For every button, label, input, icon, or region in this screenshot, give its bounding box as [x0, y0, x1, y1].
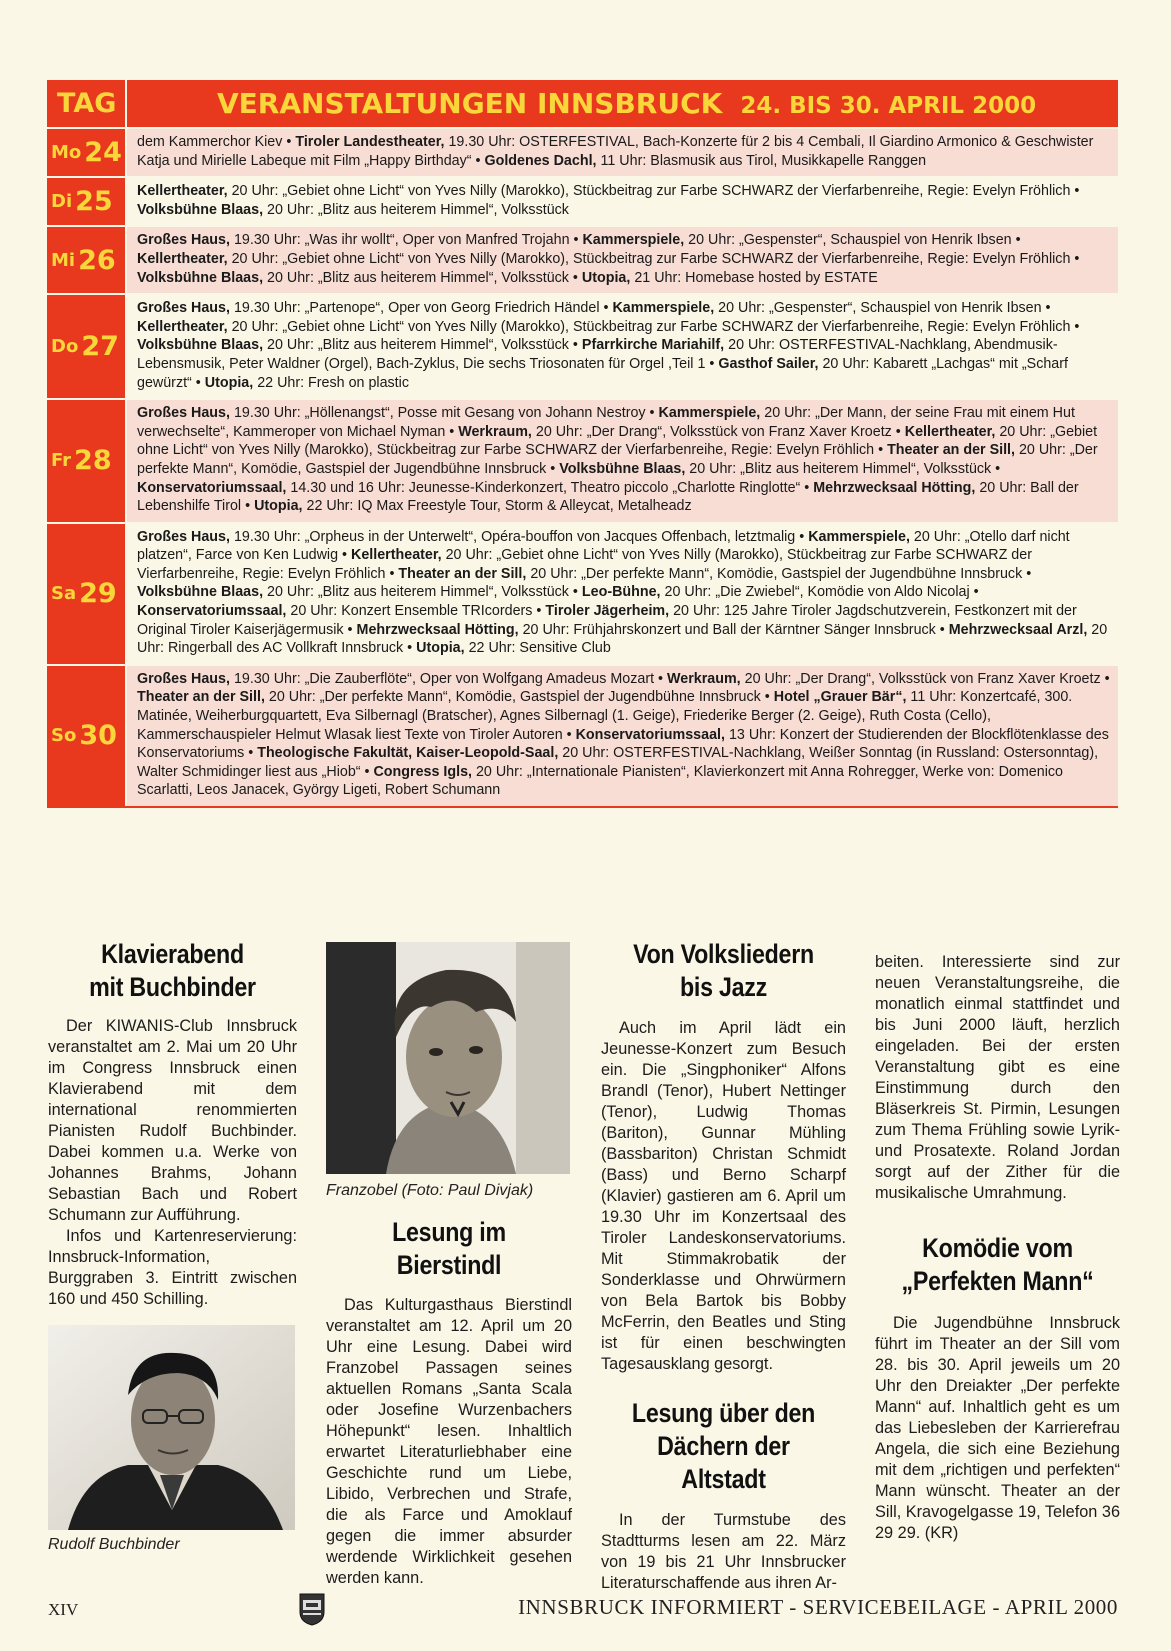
buchbinder-caption: Rudolf Buchbinder — [48, 1536, 180, 1553]
column-komoedie — [875, 952, 1120, 1544]
day-number: 24 — [84, 137, 122, 169]
event-listing — [127, 227, 1118, 293]
event-text: 20 Uhr: „Der Mann, der seine Frau mit einem Hut verwechselte“, Kammeroper von Michael Nyman • — [137, 405, 1075, 440]
event-text: 20 Uhr: „Blitz aus heiterem Himmel“, Volksstück — [263, 201, 569, 218]
day-name: Di — [51, 191, 73, 213]
venue-name: Großes Haus, — [137, 670, 230, 687]
venue-name: Volksbühne Blaas, — [137, 337, 264, 354]
venue-name: Tiroler Jägerheim, — [545, 603, 670, 620]
innsbruck-crest-icon — [298, 1592, 326, 1626]
event-text: 20 Uhr: OSTERFESTIVAL-Nachklang, Weißer Sonntag (in Russland: Ostersonntag), Walter Schmidinger liest aus „Hiob“ • — [137, 745, 1099, 780]
venue-name: Werkraum, — [458, 423, 532, 440]
event-text: 20 Uhr: „Gebiet ohne Licht“ von Yves Nilly (Marokko), Stückbeitrag zur Farbe SCHWARZ der Vierfarbenreihe, Regie: Evelyn Fröhlich • — [137, 547, 1032, 582]
daecher-title-line2: Dächern der Altstadt — [657, 1431, 790, 1494]
event-text: 20 Uhr: „Blitz aus heiterem Himmel“, Volksstück • — [685, 460, 1001, 477]
event-listing — [127, 524, 1118, 664]
venue-name: Theater an der Sill, — [398, 565, 527, 582]
event-row-so — [47, 664, 1118, 806]
events-bottom-rule — [47, 806, 1118, 808]
venue-name: Volksbühne Blaas, — [137, 584, 264, 601]
event-listing — [127, 666, 1118, 806]
event-text: 19.30 Uhr: „Orpheus in der Unterwelt“, Opéra-bouffon von Jacques Offenbach, letztmalig • — [229, 528, 809, 545]
tag-label: TAG — [47, 80, 127, 127]
franzobel-photo — [326, 942, 570, 1174]
venue-name: Kammerspiele, — [612, 300, 715, 317]
event-text: 20 Uhr: „Gebiet ohne Licht“ von Yves Nilly (Marokko), Stückbeitrag zur Farbe SCHWARZ der Vierfarbenreihe, Regie: Evelyn Fröhlich • — [227, 183, 1080, 200]
day-number: 25 — [75, 186, 113, 218]
event-text: 20 Uhr: Ball der Lebenshilfe Tirol • — [137, 479, 1079, 515]
komoedie-paragraph-1: Die Jugendbühne Innsbruck führt im Theater an der Sill vom 28. bis 30. April jeweils um 20 Uhr den Dreiakter „Der perfekte Mann“ auf. Inhaltlich geht es um das Liebesleben der Karrierefrau Angela, die sich eine Beziehung mit dem „richtigen und perfekten“ Mann wünscht. Theater an der Sill, Kravogelgasse 19, Telefon 36 29 29. (KR) — [875, 1314, 1120, 1542]
day-label — [47, 227, 127, 293]
day-number: 30 — [79, 720, 117, 752]
event-text: 22 Uhr: Fresh on plastic — [253, 374, 409, 391]
komoedie-title — [892, 1232, 1103, 1298]
event-text: 20 Uhr: „Gebiet ohne Licht“ von Yves Nilly (Marokko), Stückbeitrag zur Farbe SCHWARZ der Vierfarbenreihe, Regie: Evelyn Fröhlich • — [227, 250, 1080, 267]
event-text: 21 Uhr: Homebase hosted by ESTATE — [630, 269, 878, 286]
day-name: Fr — [51, 450, 72, 472]
day-name: Do — [51, 336, 79, 358]
column-lesung-bierstindl — [326, 942, 572, 1589]
venue-name: Konservatoriumssaal, — [137, 603, 287, 620]
event-text: 20 Uhr: Frühjahrskonzert und Ball der Kärntner Sänger Innsbruck • — [518, 621, 949, 638]
event-text: 11 Uhr: Blasmusik aus Tirol, Musikkapelle Ranggen — [596, 152, 927, 169]
page-footer — [48, 1595, 1118, 1625]
event-listing — [127, 129, 1118, 176]
event-text: 20 Uhr: „Der Drang“, Volksstück von Franz Xaver Kroetz • — [740, 670, 1110, 687]
event-text: 20 Uhr: 125 Jahre Tiroler Jagdschutzverein, Festkonzert mit der Original Tiroler Kaiserjägermusik • — [137, 603, 1077, 638]
event-listing — [127, 178, 1118, 225]
venue-name: Großes Haus, — [137, 300, 230, 317]
venue-name: Werkraum, — [667, 670, 741, 687]
event-text: 20 Uhr: „Gespenster“, Schauspiel von Henrik Ibsen • — [684, 232, 1021, 249]
venue-name: Kellertheater, — [904, 423, 996, 440]
day-label — [47, 524, 127, 664]
klavier-title-line1: Klavierabend — [101, 939, 244, 969]
day-label — [47, 129, 127, 176]
event-text: 19.30 Uhr: „Höllenangst“, Posse mit Gesang von Johann Nestroy • — [229, 405, 659, 422]
venue-name: Konservatoriumssaal, — [575, 726, 725, 743]
event-text: 22 Uhr: IQ Max Freestyle Tour, Storm & Alleycat, Metalheadz — [302, 498, 692, 515]
day-name: So — [51, 725, 77, 747]
column-volkslieder — [601, 938, 846, 1594]
day-label — [47, 178, 127, 225]
event-text: 14.30 und 16 Uhr: Jeunesse-Kinderkonzert, Theatro piccolo „Charlotte Ringlotte“ • — [286, 479, 814, 496]
venue-name: Kellertheater, — [137, 318, 228, 335]
event-text: 20 Uhr: „Otello darf nicht platzen“, Farce von Ken Ludwig • — [137, 528, 1070, 564]
event-text: 20 Uhr: „Der perfekte Mann“, Komödie, Gastspiel der Jugendbühne Innsbruck • — [137, 442, 1098, 477]
event-row-sa — [47, 522, 1118, 664]
event-text: 19.30 Uhr: „Was ihr wollt“, Oper von Manfred Trojahn • — [229, 232, 583, 249]
event-text: 19.30 Uhr: „Die Zauberflöte“, Oper von Wolfgang Amadeus Mozart • — [229, 670, 668, 687]
franzobel-caption: Franzobel (Foto: Paul Divjak) — [326, 1182, 534, 1199]
venue-name: Tiroler Landestheater, — [295, 134, 445, 150]
event-row-do — [47, 293, 1118, 398]
day-label — [47, 295, 127, 398]
lesung-title: Lesung im Bierstindl — [392, 1217, 506, 1280]
lesung-paragraph-1: Das Kulturgasthaus Bierstindl veranstaltet am 12. April um 20 Uhr eine Lesung. Dabei wird Franzobel Passagen seines aktuellen Romans „Santa Scala oder Josefine Wurzenbachers Höhepunkt“ lesen. Inhaltlich erwartet Literaturliebhaber eine Geschichte rund um Liebe, Libido, Verbrechen und Strafe, die als Farce und Amoklauf gegen die immer absurder werdende Wirklichkeit gesehen werden kann. — [326, 1296, 572, 1587]
venue-name: Mehrzwecksaal Arzl, — [948, 621, 1088, 638]
event-text: dem Kammerchor Kiev • — [137, 134, 296, 150]
daecher-title — [618, 1397, 829, 1496]
event-text: 13 Uhr: Konzert der Studierenden der Blockflötenklasse des Konservatoriums • — [137, 726, 1109, 762]
event-text: 20 Uhr: „Der perfekte Mann“, Komödie, Gastspiel der Jugendbühne Innsbruck • — [526, 565, 1032, 582]
day-label — [47, 400, 127, 522]
event-text: 22 Uhr: Sensitive Club — [464, 640, 611, 657]
events-title — [127, 80, 1118, 127]
event-text: 20 Uhr: OSTERFESTIVAL-Nachklang, Abendmusik-Lebensmusik, Peter Waldner (Orgel), Bach-Zyklus, Die sechs Triosonaten für Orgel ,Teil 1 • — [137, 337, 1058, 372]
venue-name: Kellertheater, — [137, 250, 228, 267]
klavier-title — [65, 938, 279, 1004]
venue-name: Großes Haus, — [137, 528, 230, 545]
venue-name: Gasthof Sailer, — [718, 355, 819, 372]
day-name: Mo — [51, 142, 82, 164]
venue-name: Kammerspiele, — [582, 232, 685, 249]
venue-name: Utopia, — [204, 374, 254, 391]
day-label — [47, 666, 127, 806]
event-text: 20 Uhr: „Der Drang“, Volksstück von Franz Xaver Kroetz • — [531, 423, 905, 440]
event-row-mi — [47, 225, 1118, 293]
event-text: 20 Uhr: Ringerball des AC Vollkraft Innsbruck • — [137, 621, 1108, 657]
day-number: 26 — [78, 244, 116, 276]
day-number: 29 — [79, 578, 117, 610]
event-text: 20 Uhr: „Blitz aus heiterem Himmel“, Volksstück • — [263, 584, 582, 601]
event-text: 19.30 Uhr: OSTERFESTIVAL, Bach-Konzerte für 2 bis 4 Cembali, Il Giardino Armonico & Geschwister Katja und Mirielle Labeque mit Film „Happy Birthday“ • — [137, 134, 1094, 169]
venue-name: Volksbühne Blaas, — [137, 269, 264, 286]
venue-name: Theater an der Sill, — [137, 689, 265, 706]
event-text: 20 Uhr: „Blitz aus heiterem Himmel“, Volksstück • — [263, 269, 582, 286]
buchbinder-photo — [48, 1325, 295, 1530]
event-listing — [127, 295, 1118, 398]
komoedie-title-line2: „Perfekten Mann“ — [901, 1266, 1094, 1296]
page-number: XIV — [48, 1600, 79, 1619]
venue-name: Hotel „Grauer Bär“, — [773, 689, 907, 706]
venue-name: Kammerspiele, — [658, 405, 761, 422]
venue-name: Konservatoriumssaal, — [137, 479, 287, 496]
venue-name: Kellertheater, — [351, 547, 442, 564]
event-row-fr — [47, 398, 1118, 522]
volkslieder-paragraph-1: Auch im April lädt ein Jeunesse-Konzert zum Besuch ein. Die „Singphoniker“ Alfons Brandl (Tenor), Hubert Nettinger (Tenor), Ludwig Thomas (Bariton), Gunnar Mühling (Bassbariton) Christan Schmidt (Bass) und Berno Scharpf (Klavier) gastieren am 6. April um 19.30 Uhr im Konzertsaal des Tiroler Landeskonservatoriums. Mit Stimmakrobatik der Sonderklasse und Ohrwürmern von Bela Bartok bis Bobby McFerrin, den Beatles und Sting ist für einen beschwingten Tagesausklang gesorgt. — [601, 1019, 846, 1373]
daecher-paragraph-continued: beiten. Interessierte sind zur neuen Veranstaltungsreihe, die monatlich einmal stattfindet und bis Juni 2000 läuft, herzlich eingeladen. Bei der ersten Veranstaltung gibt es eine Einstimmung durch den Bläserkreis St. Pirmin, Lesungen zum Thema Frühling sowie Lyrik- und Prosatexte. Roland Jordan sorgt auf der Zither für die musikalische Umrahmung. — [875, 953, 1120, 1202]
column-klavierabend — [48, 938, 297, 1556]
venue-name: Großes Haus, — [137, 232, 230, 249]
volkslieder-title-line2: bis Jazz — [680, 972, 767, 1002]
event-text: 11 Uhr: Konzertcafé, 300. Matinée, Weiherburgquartett, Eva Silbernagl (Bratscher), Agnes Silbernagl (1. Geige), Friederike Berger (2. Geige), Ruth Costa (Cello), Kammerschauspieler Helmut Wlasak liest Texte von Tiroler Autoren • — [137, 689, 1073, 743]
venue-name: Leo-Bühne, — [581, 584, 661, 601]
venue-name: Utopia, — [254, 498, 303, 515]
events-title-text: VERANSTALTUNGEN INNSBRUCK — [217, 87, 723, 120]
event-text: 20 Uhr: „Der perfekte Mann“, Komödie, Gastspiel der Jugendbühne Innsbruck • — [264, 689, 774, 706]
event-text: 20 Uhr: „Die Zwiebel“, Komödie von Aldo Nicolaj • — [660, 584, 979, 601]
komoedie-title-line1: Komödie vom — [922, 1233, 1073, 1263]
volkslieder-title-line1: Von Volksliedern — [633, 939, 814, 969]
venue-name: Goldenes Dachl, — [484, 152, 597, 169]
day-name: Sa — [51, 583, 77, 605]
event-text: 20 Uhr: „Internationale Pianisten“, Klavierkonzert mit Anna Rohregger, Werke von: Domenico Scarlatti, Leos Janacek, György Ligeti, Robert Schumann — [137, 763, 1063, 799]
events-header — [47, 80, 1118, 127]
klavier-paragraph-1: Der KIWANIS-Club Innsbruck veranstaltet am 2. Mai um 20 Uhr im Congress Innsbruck einen Klavierabend mit dem international renommierten Pianisten Rudolf Buchbinder. Dabei kommen u.a. Werke von Johannes Brahms, Johann Sebastian Bach und Robert Schumann zur Aufführung. — [48, 1017, 297, 1224]
venue-name: Kellertheater, — [137, 183, 228, 200]
events-rows — [47, 127, 1118, 806]
event-text: 20 Uhr: Kabarett „Lachgas“ mit „Scharf gewürzt“ • — [137, 355, 1068, 391]
volkslieder-title — [618, 938, 829, 1004]
event-text: 20 Uhr: Konzert Ensemble TRIcorders • — [286, 603, 546, 620]
event-text: 19.30 Uhr: „Partenope“, Oper von Georg Friedrich Händel • — [229, 300, 613, 317]
event-row-mo — [47, 127, 1118, 176]
date-range: 24. BIS 30. APRIL 2000 — [740, 93, 1037, 119]
venue-name: Volksbühne Blaas, — [559, 460, 686, 477]
events-table — [47, 80, 1118, 808]
event-text: 20 Uhr: „Gebiet ohne Licht“ von Yves Nilly (Marokko), Stückbeitrag zur Farbe SCHWARZ der Vierfarbenreihe, Regie: Evelyn Fröhlich • — [227, 318, 1080, 335]
event-text: 20 Uhr: „Gebiet ohne Licht“ von Yves Nilly (Marokko), Stückbeitrag zur Farbe SCHWARZ der Vierfarbenreihe, Regie: Evelyn Fröhlich • — [137, 423, 1098, 459]
venue-name: Congress Igls, — [373, 763, 472, 780]
venue-name: Utopia, — [416, 640, 465, 657]
day-number: 28 — [74, 445, 112, 477]
event-text: 20 Uhr: „Gespenster“, Schauspiel von Henrik Ibsen • — [714, 300, 1051, 317]
venue-name: Theater an der Sill, — [887, 442, 1015, 459]
venue-name: Volksbühne Blaas, — [137, 201, 264, 218]
venue-name: Mehrzwecksaal Hötting, — [356, 621, 519, 638]
event-text: 20 Uhr: „Blitz aus heiterem Himmel“, Volksstück • — [263, 337, 582, 354]
day-name: Mi — [51, 249, 76, 271]
daecher-title-line1: Lesung über den — [631, 1398, 816, 1428]
klavier-title-line2: mit Buchbinder — [89, 972, 256, 1002]
venue-name: Utopia, — [581, 269, 631, 286]
publication-title: INNSBRUCK INFORMIERT - SERVICEBEILAGE - APRIL 2000 — [518, 1595, 1118, 1619]
venue-name: Kammerspiele, — [808, 528, 910, 545]
venue-name: Mehrzwecksaal Hötting, — [813, 479, 976, 496]
venue-name: Pfarrkirche Mariahilf, — [581, 337, 725, 354]
venue-name: Großes Haus, — [137, 405, 230, 422]
day-number: 27 — [81, 331, 119, 363]
klavier-paragraph-2: Infos und Kartenreservierung: Innsbruck-Information, Burggraben 3. Eintritt zwischen 160 und 450 Schilling. — [48, 1227, 297, 1308]
venue-name: Theologische Fakultät, Kaiser-Leopold-Saal, — [257, 745, 559, 762]
daecher-paragraph-1: In der Turmstube des Stadtturms lesen am 22. März von 19 bis 21 Uhr Innsbrucker Literaturschaffende aus ihren Ar- — [601, 1511, 846, 1592]
event-row-di — [47, 176, 1118, 225]
event-listing — [127, 400, 1118, 522]
